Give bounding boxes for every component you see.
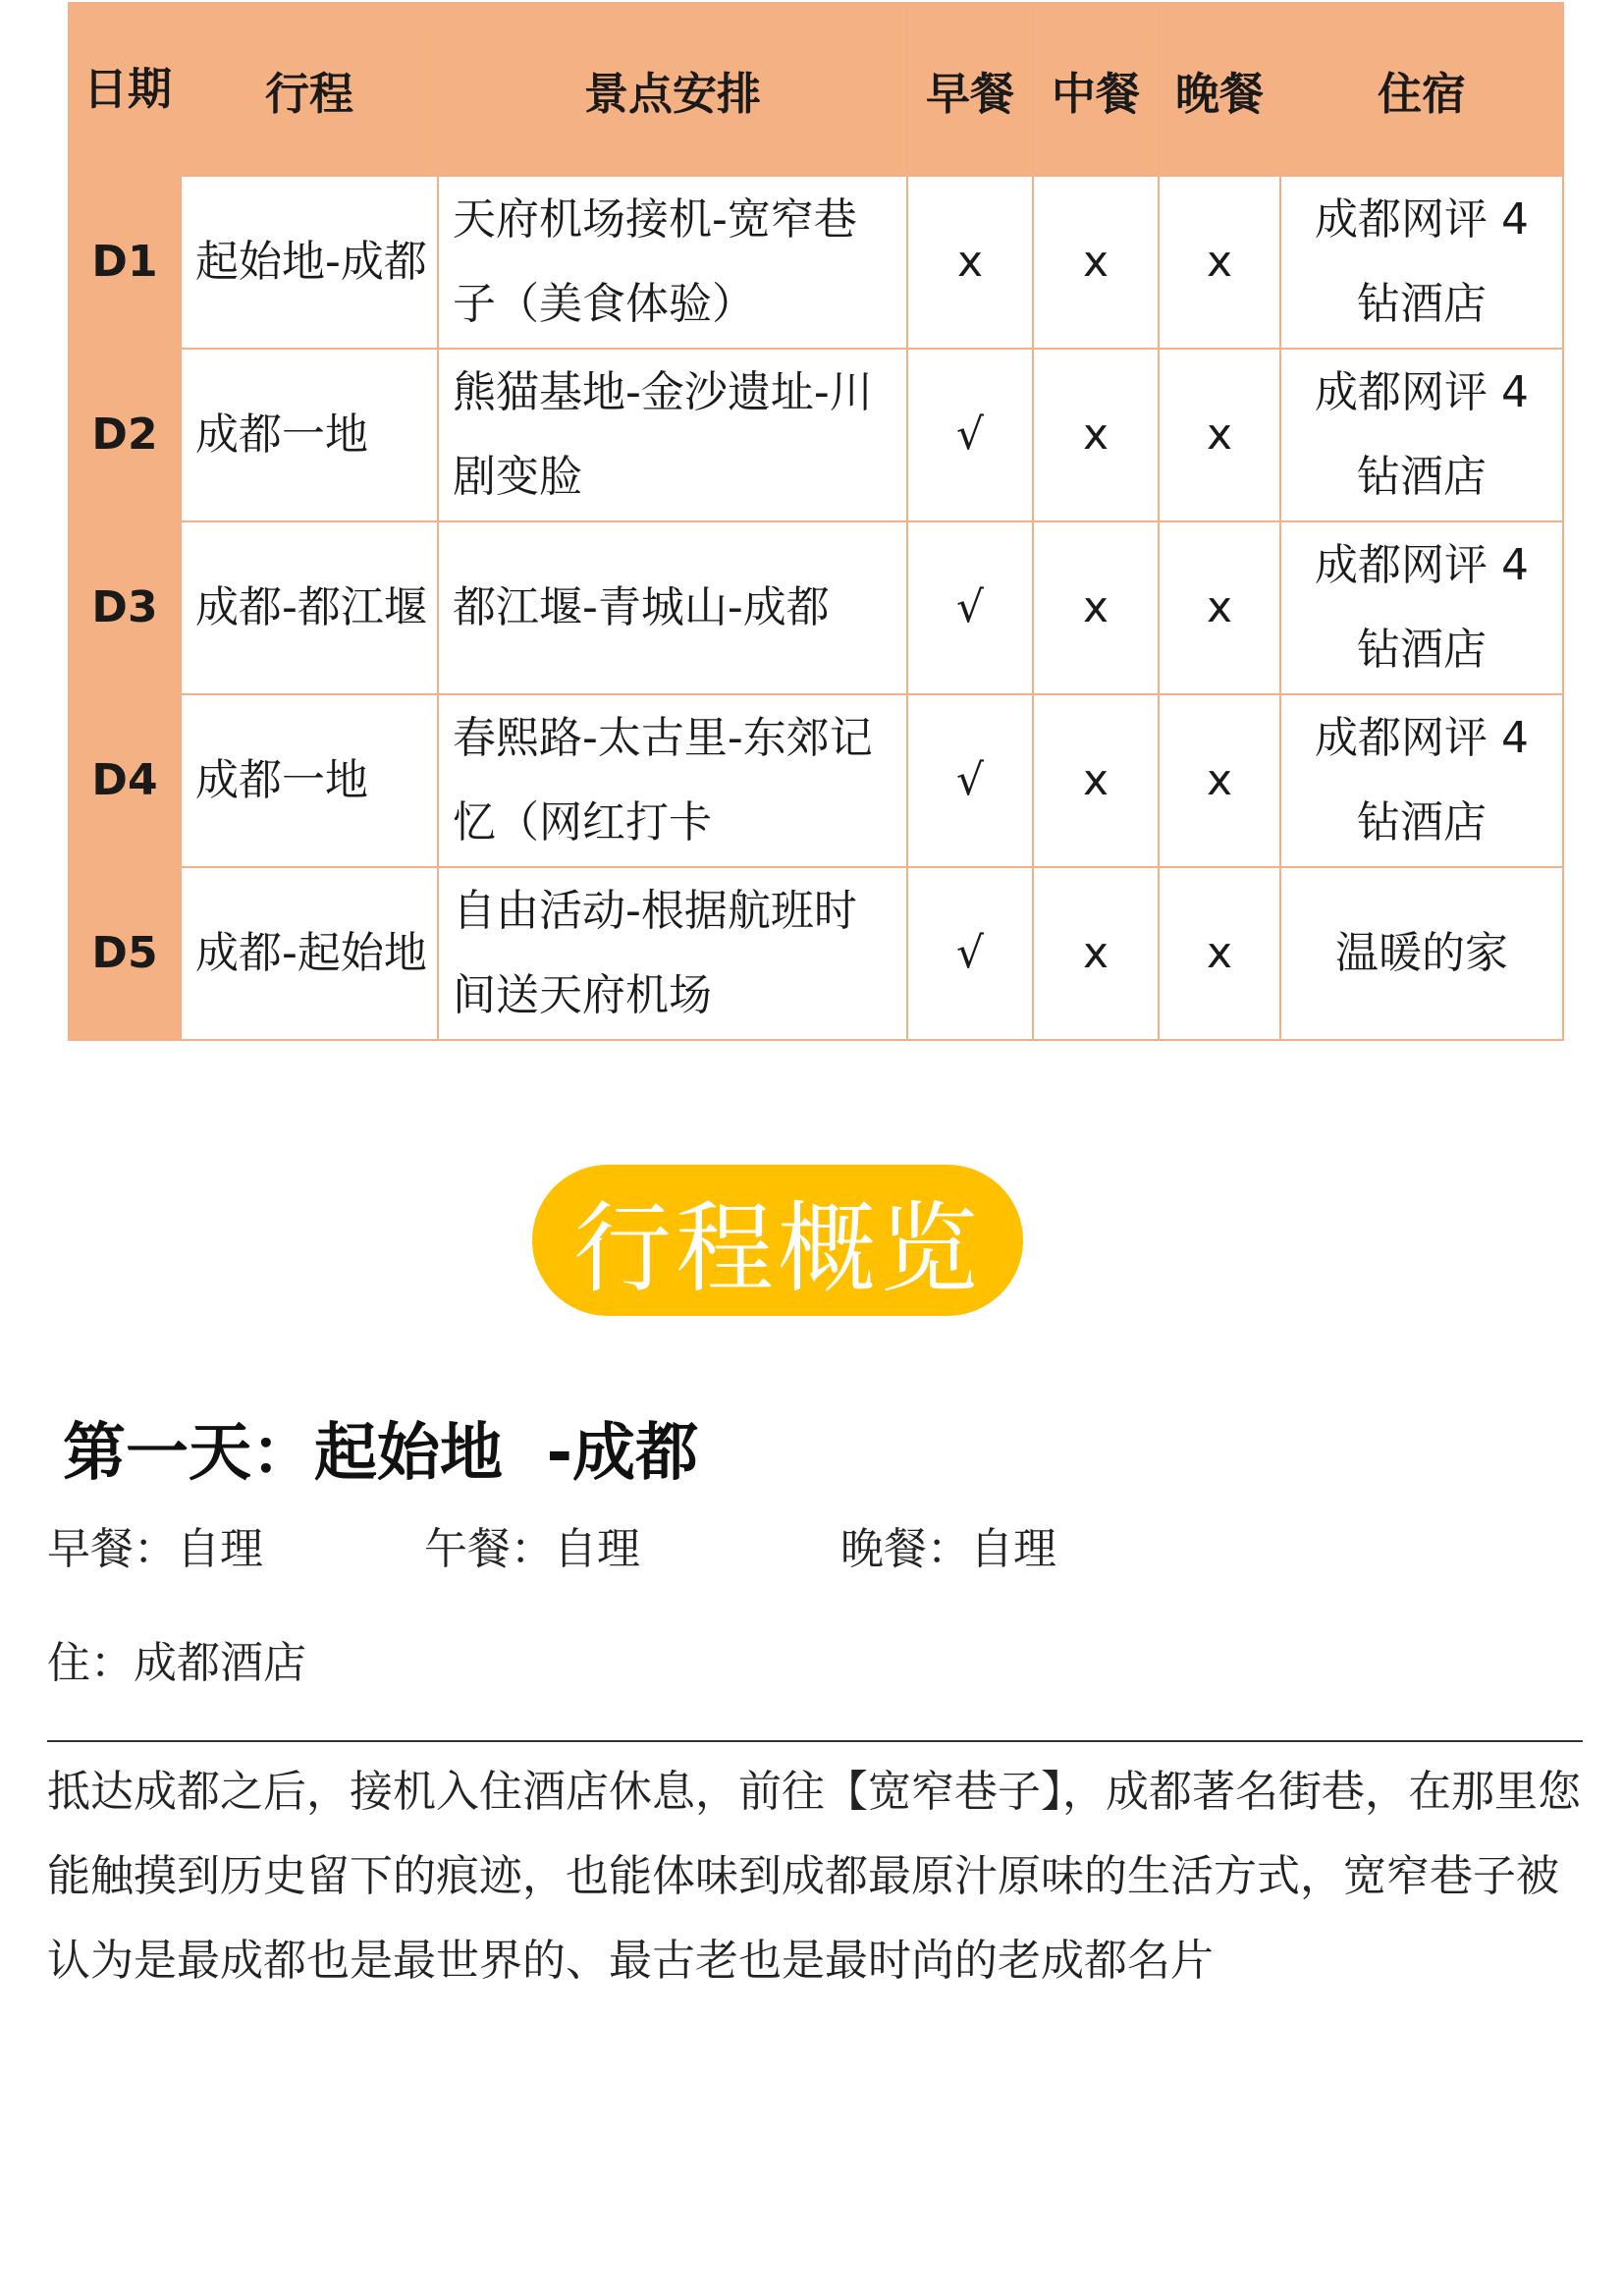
route-cell: 成都-起始地 [181,867,438,1040]
hotel-cell: 温暖的家 [1280,867,1563,1040]
breakfast-cell: √ [907,349,1033,521]
day-description: 抵达成都之后，接机入住酒店休息，前往【宽窄巷子】，成都著名街巷，在那里您能触摸到历史留下的痕迹，也能体味到成都最原汁原味的生活方式，宽窄巷子被认为是最成都也是最世界的、最古老也是最时尚的老成都名片 [47,1767,1581,1986]
breakfast-cell: √ [907,694,1033,867]
spots-cell: 自由活动-根据航班时间送天府机场 [438,867,907,1040]
lunch-cell: x [1033,349,1159,521]
dinner-cell: x [1159,694,1280,867]
hotel-cell: 成都网评 4 钻酒店 [1280,176,1563,349]
breakfast-info: 早餐：自理 [47,1524,263,1574]
header-day: 日期 [69,3,181,176]
breakfast-cell: x [907,176,1033,349]
header-lunch: 中餐 [1033,3,1159,176]
itinerary-table [68,2,1564,1041]
day-cell: D1 [69,176,181,349]
header-breakfast: 早餐 [907,3,1033,176]
header-spots: 景点安排 [438,3,907,176]
table-row [69,694,1563,867]
hotel-cell: 成都网评 4 钻酒店 [1280,521,1563,694]
hotel-cell: 成都网评 4 钻酒店 [1280,349,1563,521]
day-cell: D5 [69,867,181,1040]
day-cell: D2 [69,349,181,521]
lunch-cell: x [1033,176,1159,349]
dinner-info: 晚餐：自理 [840,1524,1056,1574]
spots-cell: 熊猫基地-金沙遗址-川剧变脸 [438,349,907,521]
section-divider [47,1740,1583,1742]
day-cell: D4 [69,694,181,867]
route-cell: 起始地-成都 [181,176,438,349]
header-dinner: 晚餐 [1159,3,1280,176]
header-route: 行程 [181,3,438,176]
lunch-cell: x [1033,521,1159,694]
dinner-cell: x [1159,349,1280,521]
lunch-cell: x [1033,867,1159,1040]
lunch-info: 午餐：自理 [424,1524,640,1574]
table-header-row [69,3,1563,176]
route-cell: 成都一地 [181,349,438,521]
stay-info: 住：成都酒店 [47,1638,306,1688]
table-row [69,521,1563,694]
route-cell: 成都一地 [181,694,438,867]
route-cell: 成都-都江堰 [181,521,438,694]
hotel-cell: 成都网评 4 钻酒店 [1280,694,1563,867]
table-row [69,349,1563,521]
spots-cell: 春熙路-太古里-东郊记忆（网红打卡 [438,694,907,867]
dinner-cell: x [1159,521,1280,694]
dinner-cell: x [1159,867,1280,1040]
day-cell: D3 [69,521,181,694]
table-row [69,867,1563,1040]
header-hotel: 住宿 [1280,3,1563,176]
spots-cell: 都江堰-青城山-成都 [438,521,907,694]
overview-banner: 行程概览 [532,1165,1023,1316]
spots-cell: 天府机场接机-宽窄巷子（美食体验） [438,176,907,349]
table-row [69,176,1563,349]
breakfast-cell: √ [907,867,1033,1040]
lunch-cell: x [1033,694,1159,867]
dinner-cell: x [1159,176,1280,349]
breakfast-cell: √ [907,521,1033,694]
day-title: 第一天：起始地 -成都 [63,1417,699,1490]
